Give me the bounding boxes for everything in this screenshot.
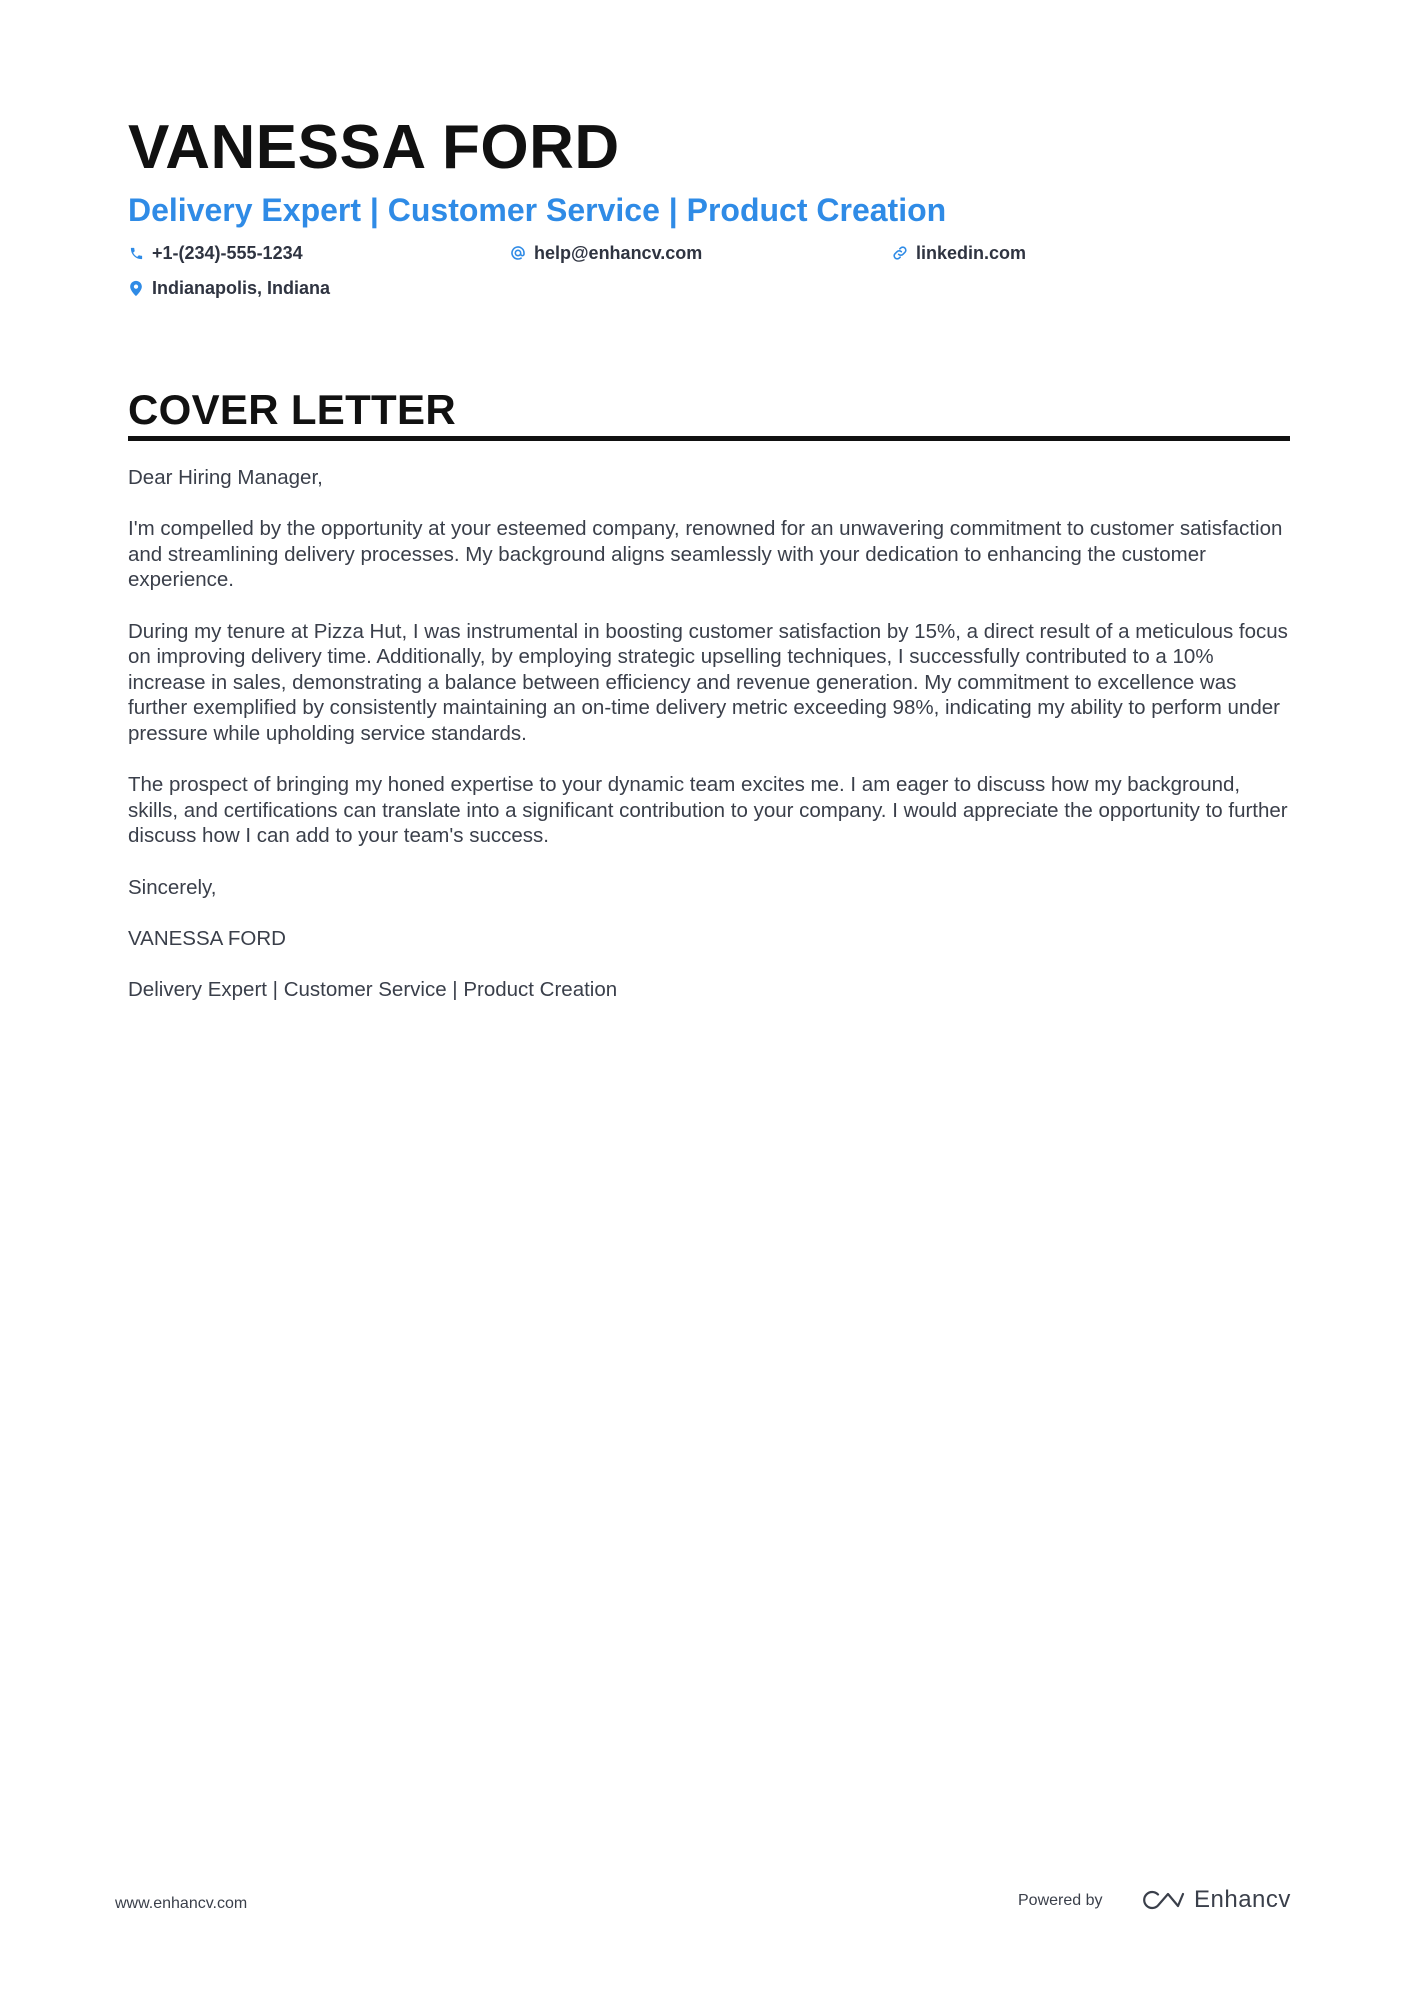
- section-divider: [128, 436, 1290, 441]
- powered-by-label: Powered by: [1018, 1892, 1103, 1909]
- link-icon: [892, 244, 908, 262]
- enhancv-logo[interactable]: [1138, 1880, 1291, 1920]
- location-pin-icon: [128, 279, 144, 297]
- brand-name: Enhancv: [1194, 1886, 1291, 1913]
- contact-email[interactable]: [510, 241, 702, 265]
- letter-closing: Sincerely,: [128, 875, 217, 899]
- contact-phone[interactable]: [128, 241, 303, 265]
- footer-website-link[interactable]: www.enhancv.com: [115, 1895, 248, 1912]
- location-text: Indianapolis, Indiana: [152, 278, 331, 298]
- letter-body: [128, 465, 1290, 1028]
- contact-location: [128, 276, 330, 300]
- email-text: help@enhancv.com: [534, 243, 703, 263]
- letter-paragraph: The prospect of bringing my honed expertise to your dynamic team excites me. I am eager to discuss how my background, skills, and certifications can translate into a significant contribution to your company. I would appreciate the opportunity to further discuss how I can add to your team's success.: [128, 773, 1288, 848]
- letter-paragraph: During my tenure at Pizza Hut, I was instrumental in boosting customer satisfaction by 15%, a direct result of a meticulous focus on improving delivery time. Additionally, by employing strategic upselling techniques, I successfully contributed to a 10% increase in sales, demonstrating a balance between efficiency and revenue generation. My commitment to excellence was further exemplified by consistently maintaining an on-time delivery metric exceeding 98%, indicating my ability to perform under pressure while upholding service standards.: [128, 619, 1288, 745]
- enhancv-logo-icon: [1138, 1888, 1186, 1912]
- applicant-headline: Delivery Expert | Customer Service | Product Creation: [128, 192, 947, 228]
- phone-text: +1-(234)-555-1234: [152, 243, 303, 263]
- applicant-name: VANESSA FORD: [128, 113, 620, 182]
- linkedin-text: linkedin.com: [916, 243, 1027, 263]
- section-title-cover-letter: COVER LETTER: [128, 386, 456, 433]
- letter-salutation: Dear Hiring Manager,: [128, 466, 323, 489]
- signature-title: Delivery Expert | Customer Service | Product Creation: [128, 977, 618, 1001]
- at-icon: [510, 244, 526, 262]
- phone-icon: [128, 244, 144, 262]
- letter-paragraph: I'm compelled by the opportunity at your esteemed company, renowned for an unwavering commitment to customer satisfaction and streamlining delivery processes. My background aligns seamlessly with your dedication to enhancing the customer experience.: [128, 517, 1283, 592]
- contact-linkedin[interactable]: [892, 241, 1026, 265]
- signature-name: VANESSA FORD: [128, 926, 286, 950]
